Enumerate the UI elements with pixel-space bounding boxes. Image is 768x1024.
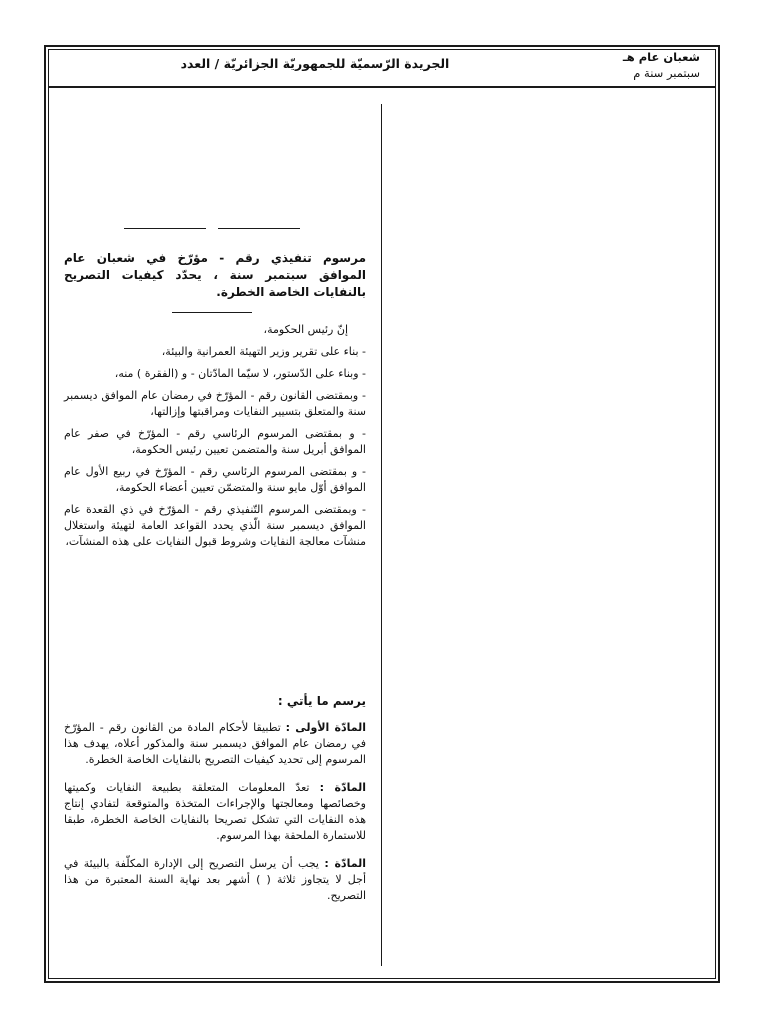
preamble: [64, 322, 366, 556]
preamble-line: - و بمقتضى المرسوم الرئاسي رقم - المؤرّخ في صفر عام الموافق أبريل سنة والمتضمن تعيين رئيس الحكومة،: [64, 427, 366, 456]
title-underline: [172, 312, 252, 313]
articles: [64, 720, 366, 910]
article-text: تطبيقا لأحكام المادة من القانون رقم - المؤرّخ في رمضان عام الموافق ديسمبر سنة والمذكور أعلاه، يهدف هذا المرسوم إلى تحديد كيفيات التصريح بالنفايات الخاصة الخطرة.: [64, 721, 366, 766]
separator-right: [218, 228, 300, 229]
preamble-line: - بناء على تقرير وزير التهيئة العمرانية والبيئة،: [161, 345, 366, 358]
hijri-date: شعبان عام هـ: [622, 50, 700, 64]
article-heading: المادّة الأولى :: [285, 721, 366, 734]
article-text: يجب أن يرسل التصريح إلى الإدارة المكلّفة بالبيئة في أجل لا يتجاوز ثلاثة ( ) أشهر بعد نهاية السنة المعتبرة من هذا التصريح.: [64, 857, 366, 902]
article: [64, 856, 366, 904]
article: [64, 780, 366, 844]
gregorian-date: سبتمبر سنة م: [633, 66, 700, 80]
journal-title: الجريدة الرّسميّة للجمهوريّة الجزائريّة / العدد: [180, 56, 450, 71]
preamble-line: - و بمقتضى المرسوم الرئاسي رقم - المؤرّخ في ربيع الأول عام الموافق أوّل مايو سنة والمتضمّن تعيين أعضاء الحكومة،: [64, 465, 366, 494]
column-divider: [381, 104, 382, 966]
preamble-line: إنّ رئيس الحكومة،: [263, 323, 348, 336]
enacting-clause: يرسم ما يأتي :: [277, 694, 366, 708]
decree-title: مرسوم تنفيذي رقم - مؤرّخ في شعبان عام الموافق سبتمبر سنة ، يحدّد كيفيات التصريح بالنفايات الخاصة الخطرة.: [64, 251, 366, 299]
preamble-line: - وبمقتضى المرسوم التّنفيذي رقم - المؤرّخ في ذي القعدة عام الموافق ديسمبر سنة الّذي يحدد القواعد العامة لتهيئة واستغلال منشآت معالجة النفايات وشروط قبول النفايات على هذه المنشآت،: [64, 503, 366, 548]
article-heading: المادّة :: [319, 781, 366, 794]
article-heading: المادّة :: [324, 857, 366, 870]
article-text: تعدّ المعلومات المتعلقة بطبيعة النفايات وكميتها وخصائصها ومعالجتها والإجراءات المتخذة والمتوقعة لتفادي إنتاج هذه النفايات التي تشكل تصريحا بالنفايات الخاصة الخطرة، طبقا للاستمارة الملحقة بهذا المرسوم.: [64, 781, 366, 842]
header-rule: [48, 86, 716, 88]
preamble-line: - وبناء على الدّستور، لا سيّما المادّتان - و (الفقرة ) منه،: [114, 367, 366, 380]
article: [64, 720, 366, 768]
separator-left: [124, 228, 206, 229]
preamble-line: - وبمقتضى القانون رقم - المؤرّخ في رمضان عام الموافق ديسمبر سنة والمتعلق بتسيير النفايات ومراقبتها وإزالتها،: [64, 389, 366, 418]
